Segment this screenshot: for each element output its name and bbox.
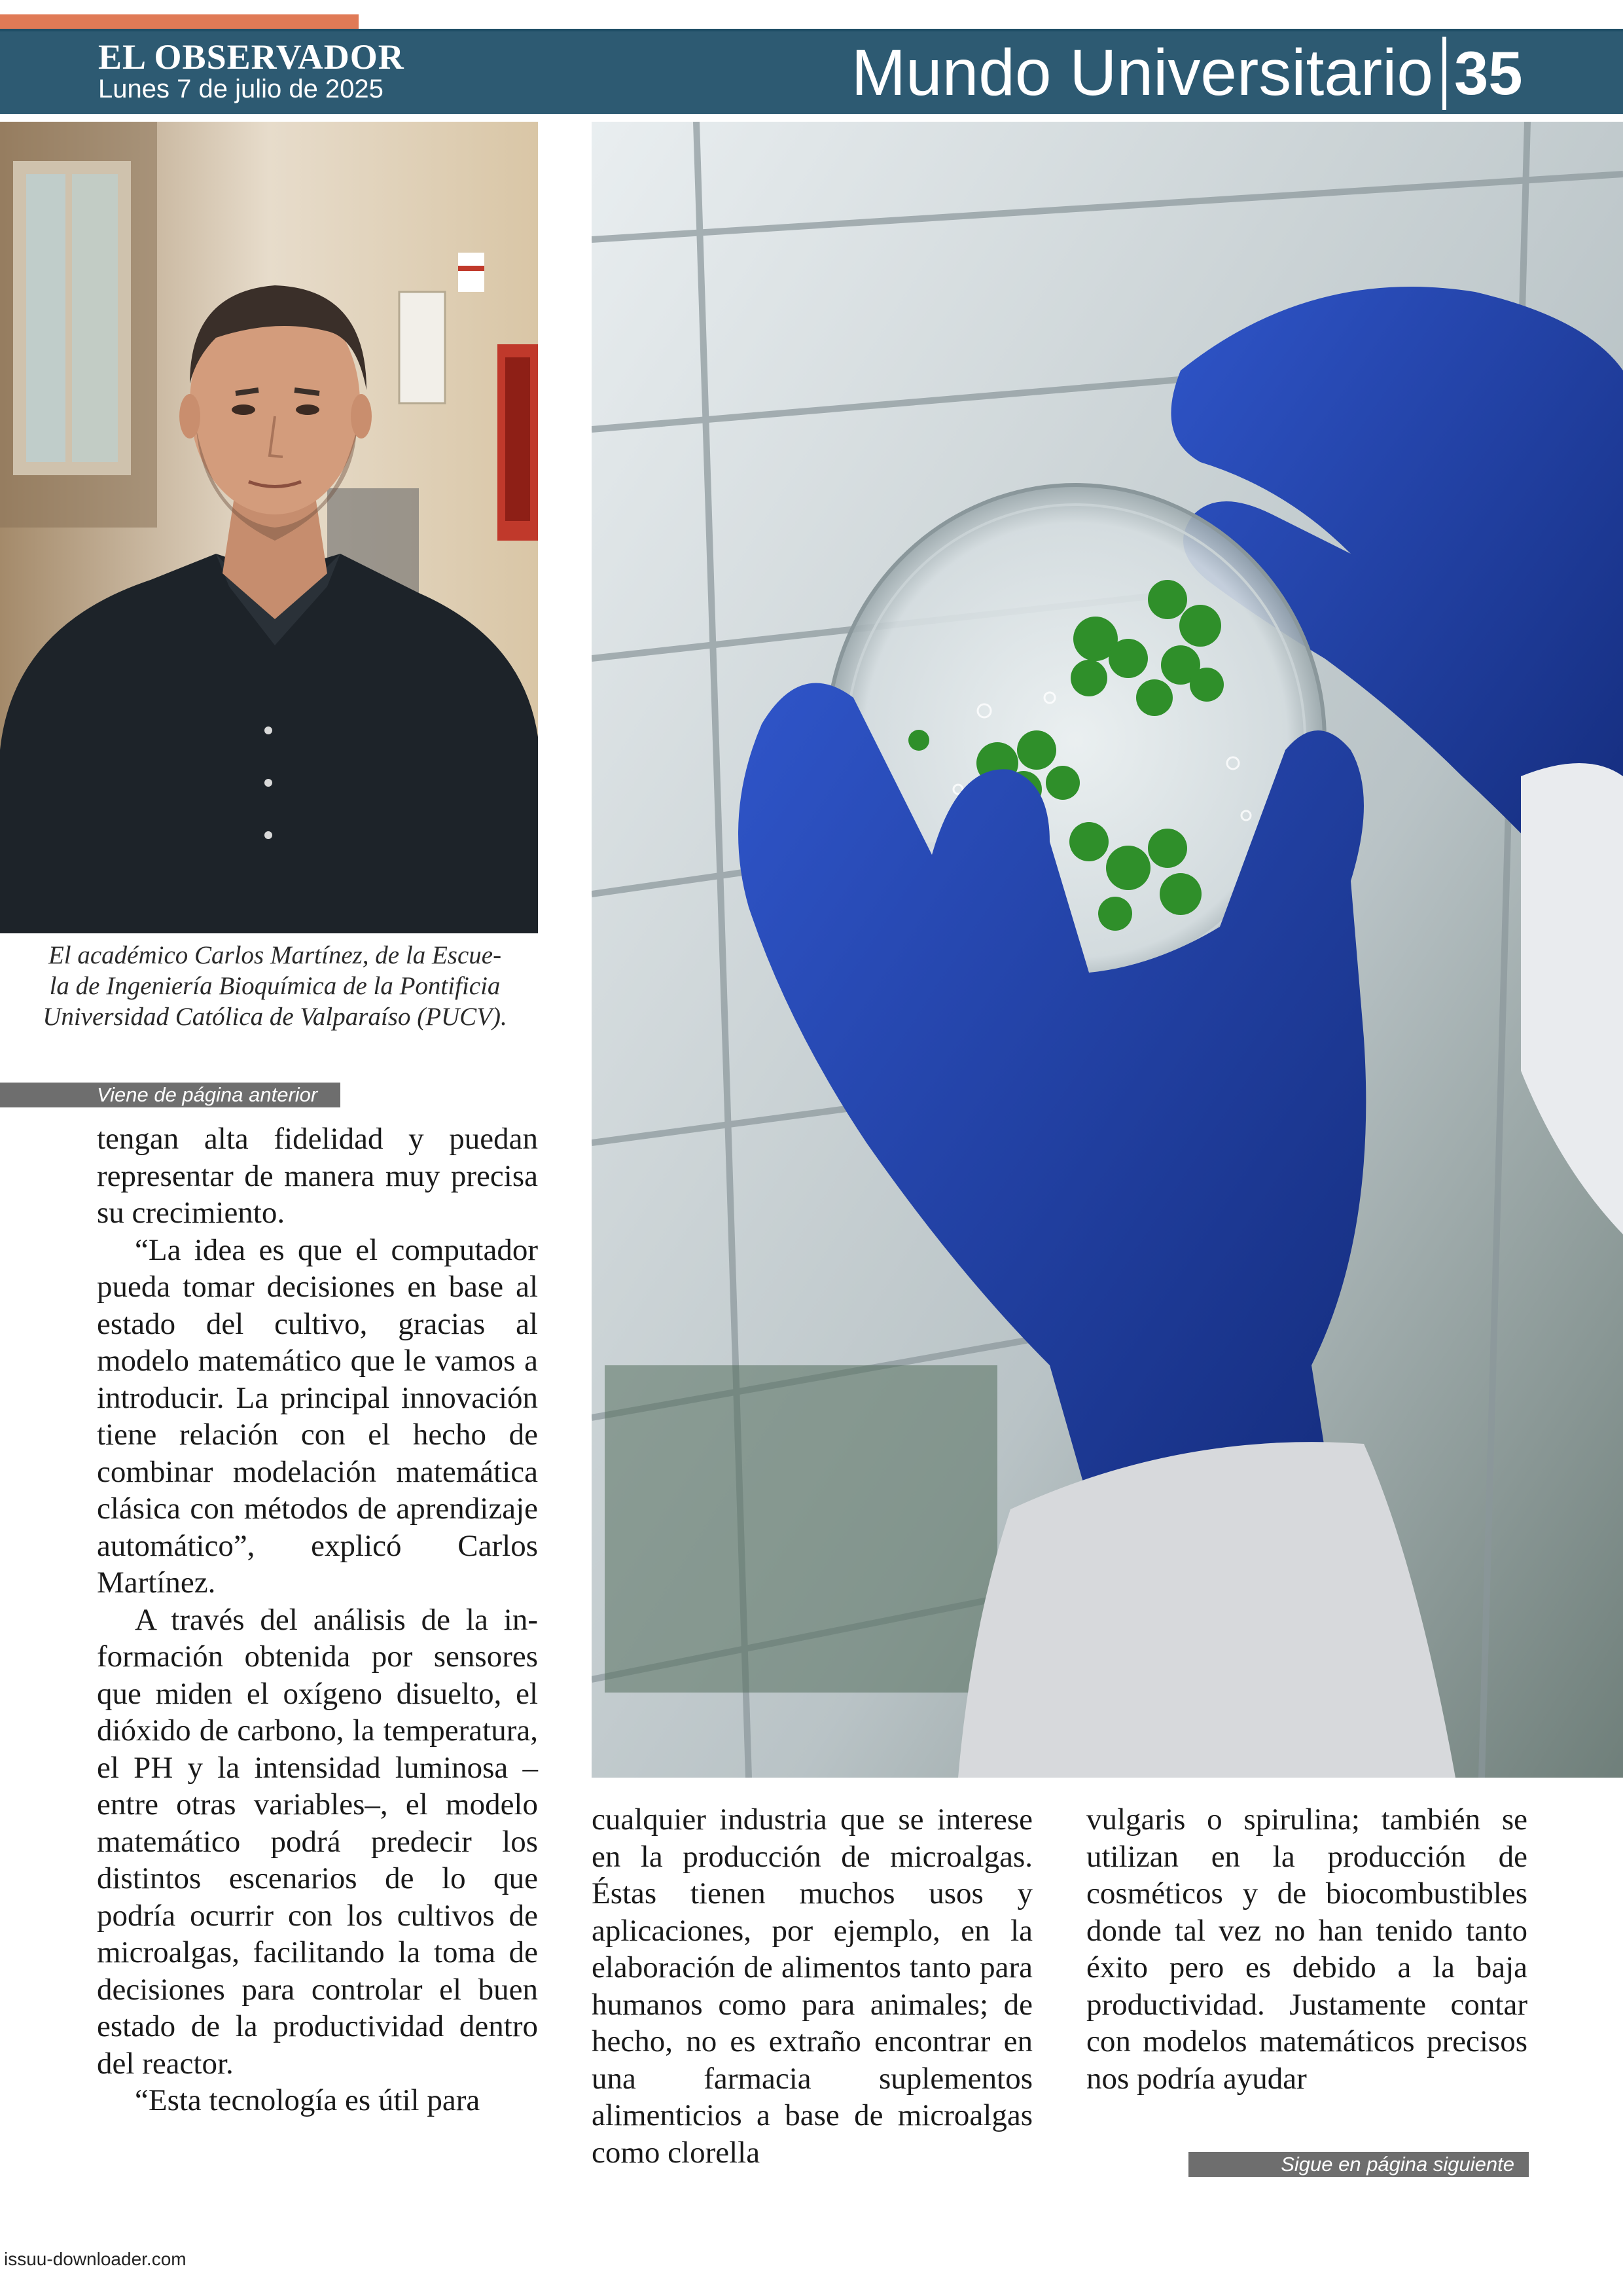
header-separator [1442, 37, 1446, 110]
caption-line: Universidad Católica de Valparaíso (PUCV). [43, 1003, 507, 1031]
section-title: Mundo Universitario [851, 36, 1433, 109]
newspaper-name: EL OBSERVADOR [98, 37, 404, 77]
paragraph: tengan alta fidelidad y puedan representar de manera muy precisa su crecimiento. [97, 1122, 538, 1230]
caption-line: El académico Carlos Martínez, de la Escue- [48, 941, 502, 969]
portrait-caption [26, 940, 524, 1032]
paragraph: vulgaris o spirulina; también se utilizan en la producción de cosméticos y de biocombustibles donde tal vez no han tenido tanto éxito pero es debido a la baja productividad. Justamente contar con modelos matemáticos precisos nos podría ayudar [1086, 1803, 1527, 2096]
microalgae-petri-dish-photo [592, 122, 1623, 1778]
paragraph: “La idea es que el computador pueda tomar decisiones en base al estado del cultivo, gracias al modelo matemático que le vamos a introducir. La principal innovación tiene relación con el hecho de combinar modelación matemática clásica con métodos de aprendizaje automático”, explicó Carlos Martínez. [97, 1232, 538, 1600]
footer-source: issuu-downloader.com [4, 2249, 187, 2269]
paragraph: “Esta tecnología es útil para [135, 2083, 480, 2117]
paragraph: A través del análisis de la información obtenida por sensores que miden el oxígeno disuelto, el dióxido de carbono, la temperatura, el PH y la intensidad luminosa –entre otras variables–, el modelo matemático podrá predecir los distintos escenarios de lo que podría ocurrir con los cultivos de microalgas, facilitando la toma de decisiones para controlar el buen estado de la productividad dentro del reactor. [97, 1602, 538, 2081]
article-column-3 [1086, 1801, 1527, 2097]
portrait-photo [0, 122, 538, 933]
article-column-2 [592, 1801, 1033, 2171]
header-accent-bar [0, 14, 359, 29]
page-number: 35 [1454, 39, 1523, 107]
paragraph: cualquier industria que se interese en la producción de microalgas. Éstas tienen muchos usos y aplicaciones, por ejemplo, en la elaboración de alimentos tanto para humanos como para animales; de hecho, no es extraño encontrar en una farmacia suplementos alimenticios a base de microalgas como clorella [592, 1803, 1033, 2170]
caption-line: la de Ingeniería Bioquímica de la Pontificia [49, 972, 501, 1000]
issue-date: Lunes 7 de julio de 2025 [98, 75, 383, 103]
portrait-illustration [0, 122, 538, 933]
continued-on-tag: Sigue en página siguiente [1188, 2152, 1529, 2177]
article-column-1 [97, 1121, 538, 2119]
lab-illustration [592, 122, 1623, 1778]
continued-from-tag: Viene de página anterior [0, 1083, 340, 1107]
